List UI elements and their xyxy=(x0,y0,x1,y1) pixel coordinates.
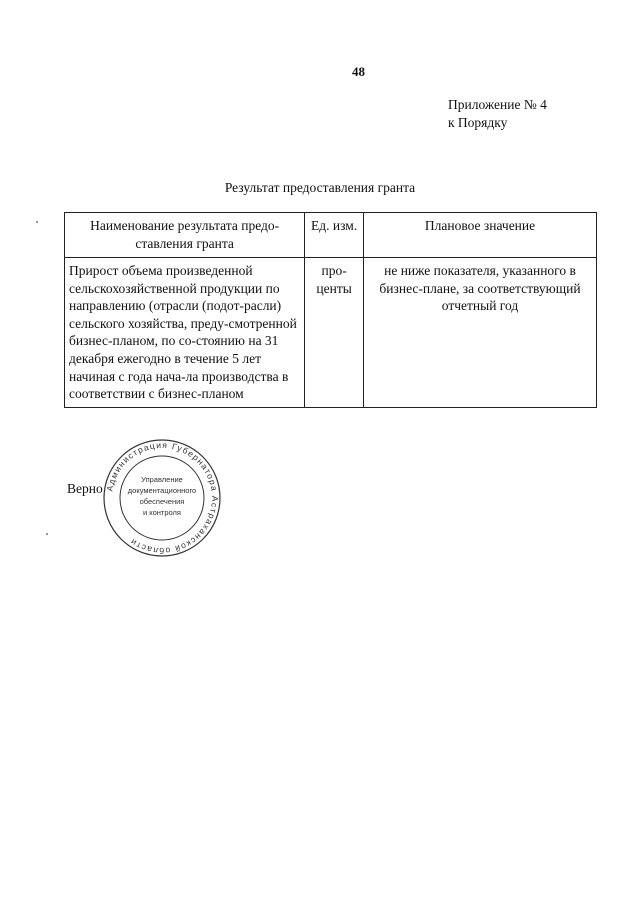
grant-result-table xyxy=(64,212,597,408)
margin-mark xyxy=(46,533,48,535)
page-number: 48 xyxy=(352,64,365,79)
seal-inner-line-1: Управление xyxy=(141,475,183,484)
official-seal xyxy=(102,438,222,558)
appendix-line-1: Приложение № 4 xyxy=(448,97,547,112)
header-result-name: Наименование результата предо-ставления гранта xyxy=(65,213,305,258)
cell-planned-value: не ниже показателя, указанного в бизнес-плане, за соответствующий отчетный год xyxy=(364,258,597,408)
certification-label: Верно xyxy=(67,481,103,496)
appendix-line-2: к Порядку xyxy=(448,115,508,130)
seal-inner-line-2: документационного xyxy=(127,486,197,495)
table-row xyxy=(65,258,597,408)
header-unit: Ед. изм. xyxy=(305,213,364,258)
cell-unit: про-центы xyxy=(305,258,364,408)
margin-mark xyxy=(36,221,38,223)
table-header-row xyxy=(65,213,597,258)
seal-outer-text: Администрация Губернатора Астраханской области xyxy=(104,439,221,557)
seal-inner-line-3: обеспечения xyxy=(139,497,185,506)
header-planned-value: Плановое значение xyxy=(364,213,597,258)
cell-result-name: Прирост объема произведенной сельскохозяйственной продукции по направлению (отрасли (подот-расли) сельского хозяйства, преду-смотренной бизнес-планом, по со-стоянию на 31 декабря ежегодно в течение 5 лет начиная с года нача-ла производства в соответствии с бизнес-планом xyxy=(65,258,305,408)
seal-inner-line-4: и контроля xyxy=(142,508,182,517)
appendix-reference xyxy=(448,96,547,132)
document-title: Результат предоставления гранта xyxy=(224,180,416,195)
